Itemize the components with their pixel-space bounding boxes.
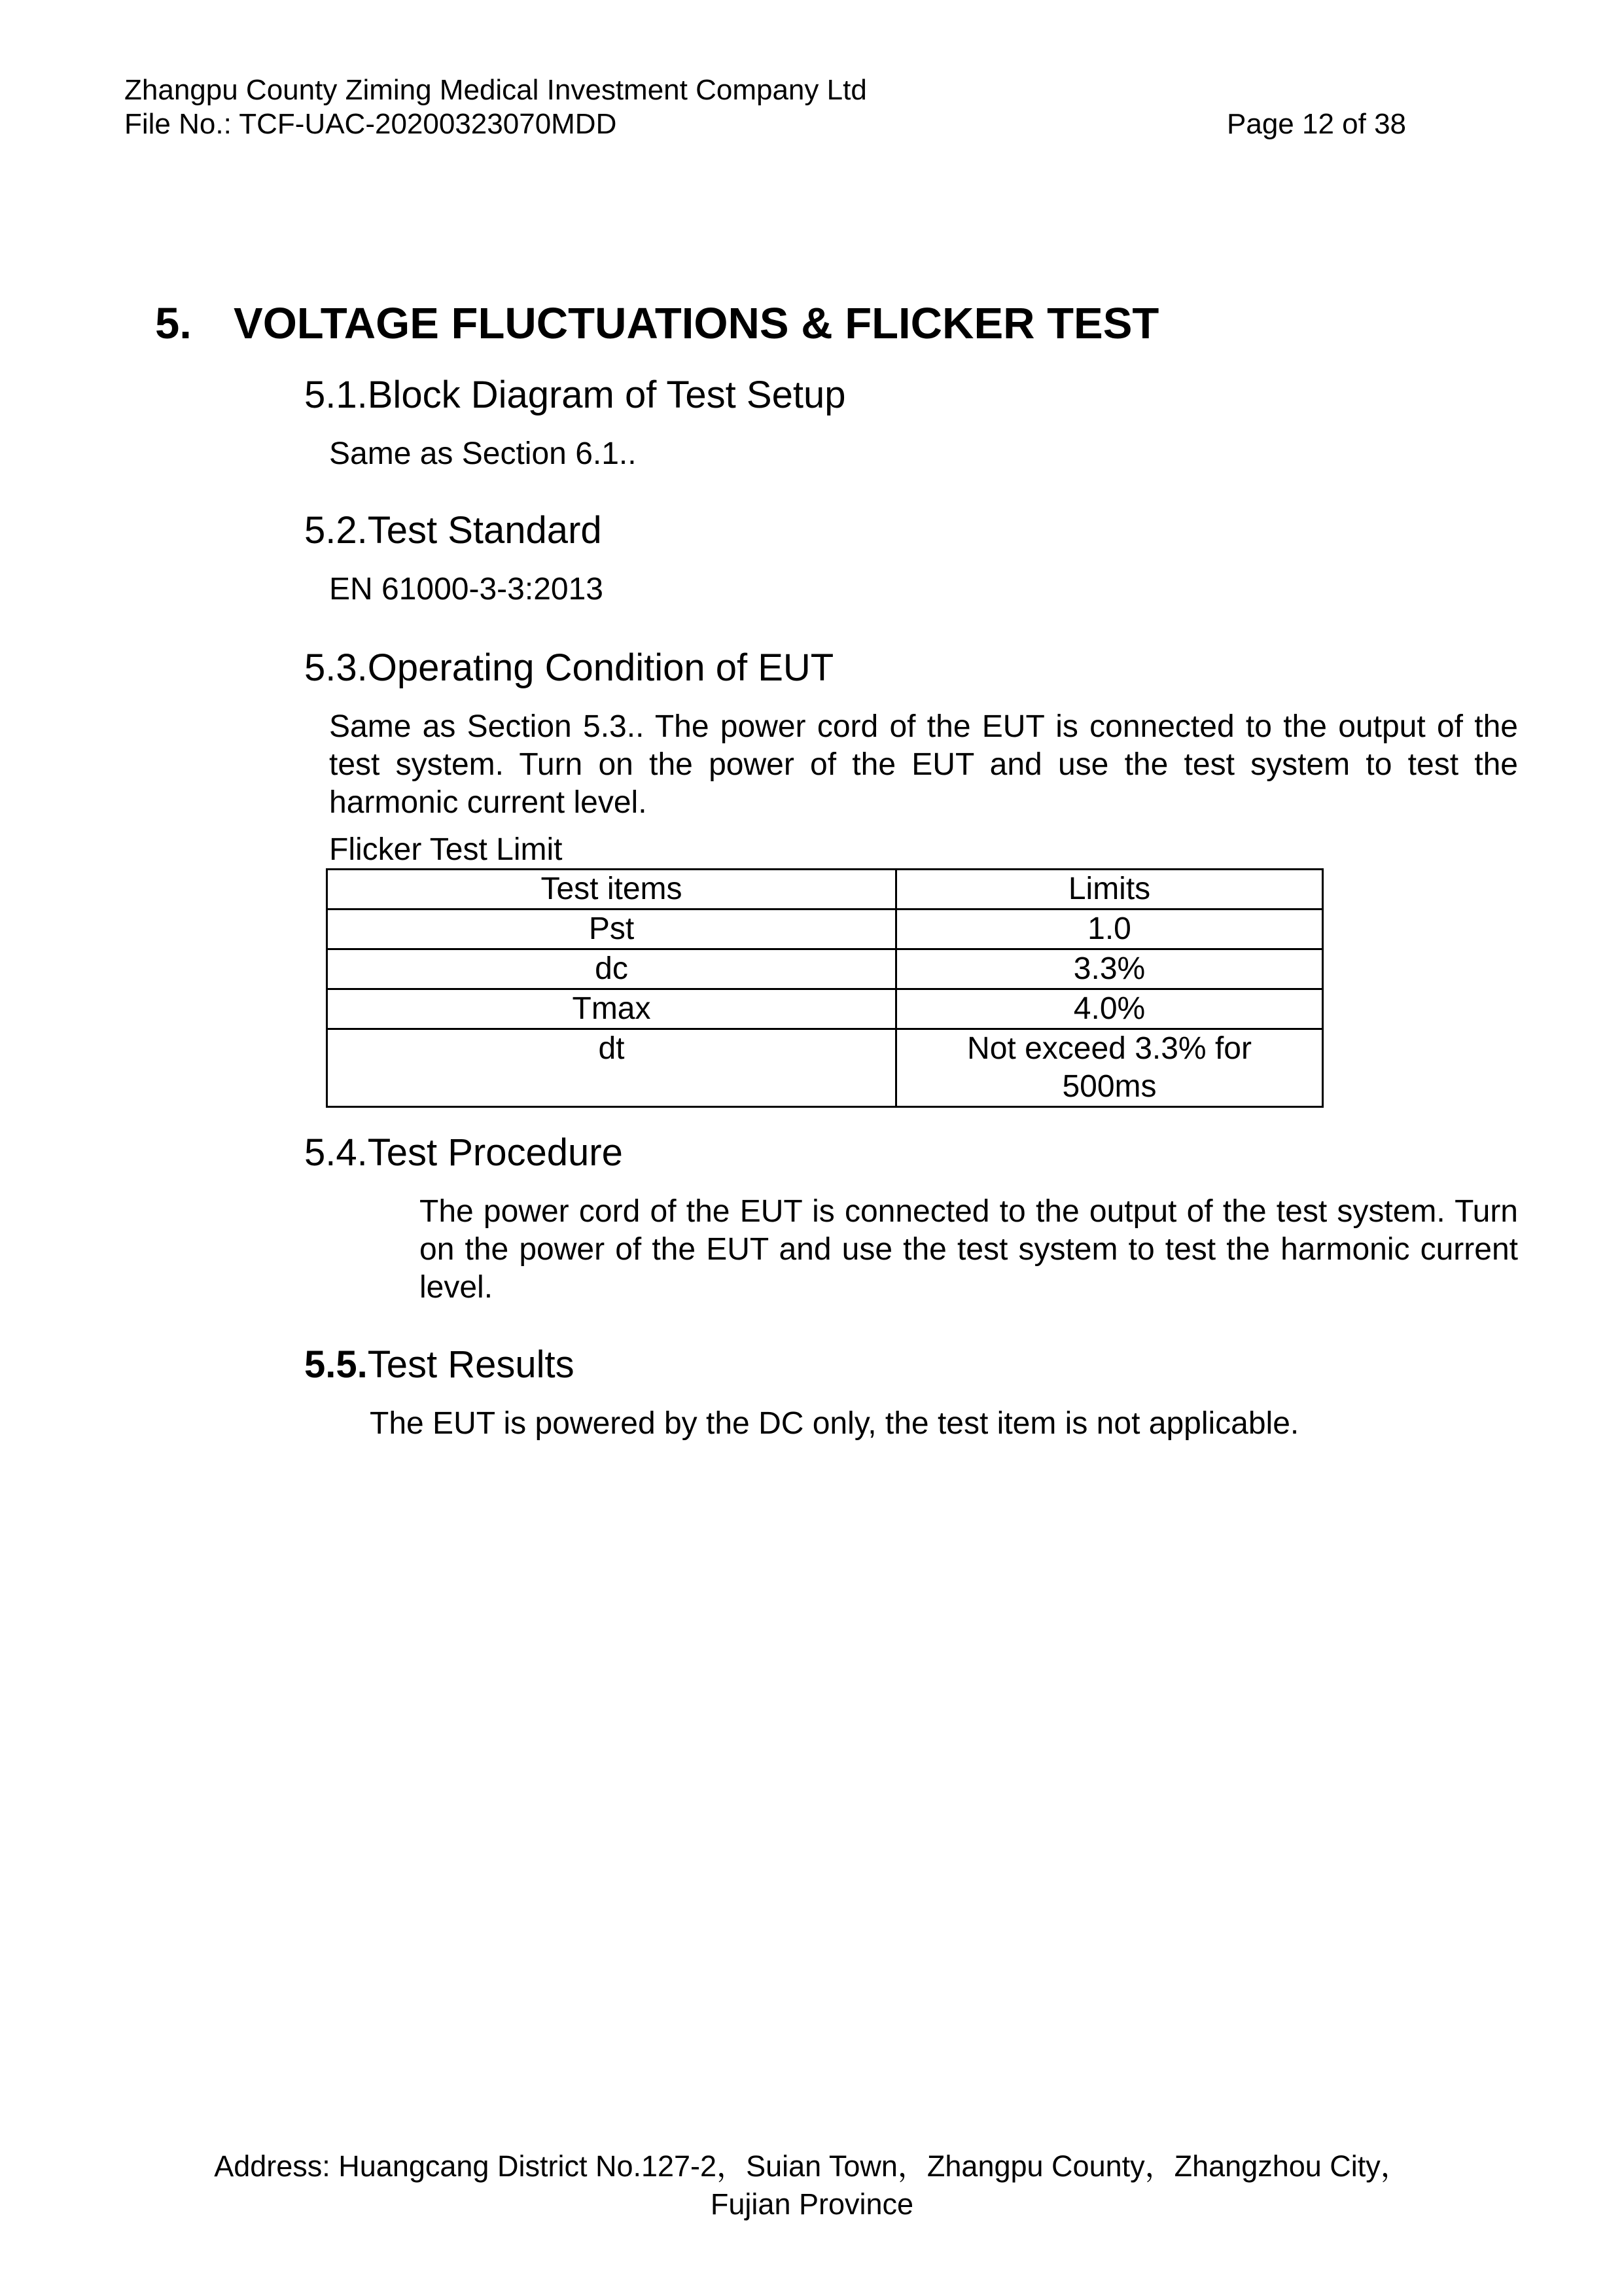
subsection-5-3-paragraph: Same as Section 5.3.. The power cord of the EUT is connected to the output of the test system. Turn on the power of the EUT and use the test system to test the harmonic current level. — [329, 709, 1518, 820]
subsection-number: 5.1. — [304, 374, 368, 416]
flicker-limits-table — [326, 868, 1324, 1108]
subsection-5-1-text: Same as Section 6.1.. — [329, 436, 637, 471]
footer-address-line-1: Address: Huangcang District No.127-2，Suian Town，Zhangpu County，Zhangzhou City， — [214, 2149, 1410, 2183]
section-number: 5. — [155, 299, 192, 348]
subsection-number: 5.2. — [304, 509, 368, 552]
subsection-number: 5.3. — [304, 646, 368, 689]
subsection-number: 5.5. — [304, 1343, 368, 1386]
table-cell: Not exceed 3.3% for 500ms — [896, 1029, 1323, 1107]
subsection-5-2-text: EN 61000-3-3:2013 — [329, 572, 603, 607]
subsection-title: Test Results — [367, 1343, 574, 1386]
table-cell: dt — [327, 1029, 896, 1107]
subsection-5-1-heading — [304, 373, 845, 417]
table-header-cell: Limits — [896, 870, 1323, 910]
table-row — [327, 989, 1323, 1029]
table-cell: Tmax — [327, 989, 896, 1029]
table-cell: 3.3% — [896, 949, 1323, 989]
table-caption: Flicker Test Limit — [329, 832, 563, 867]
table-cell: Pst — [327, 910, 896, 949]
subsection-5-5-heading — [304, 1343, 574, 1387]
table-row — [327, 1029, 1323, 1107]
subsection-title: Test Procedure — [367, 1131, 623, 1174]
footer-address-line-2: Fujian Province — [710, 2187, 914, 2221]
table-cell: 4.0% — [896, 989, 1323, 1029]
subsection-title: Operating Condition of EUT — [367, 646, 834, 689]
subsection-5-2-heading — [304, 508, 602, 553]
subsection-5-3-heading — [304, 646, 834, 690]
table-cell: dc — [327, 949, 896, 989]
subsection-title: Test Standard — [367, 509, 602, 552]
table-header-cell: Test items — [327, 870, 896, 910]
section-title: VOLTAGE FLUCTUATIONS & FLICKER TEST — [234, 299, 1159, 348]
table-row — [327, 949, 1323, 989]
subsection-5-4-paragraph: The power cord of the EUT is connected to the output of the test system. Turn on the power of the EUT and use the test system to test the harmonic current level. — [419, 1194, 1518, 1305]
subsection-5-4-heading — [304, 1131, 623, 1175]
subsection-number: 5.4. — [304, 1131, 368, 1174]
header-file-no: File No.: TCF-UAC-20200323070MDD — [124, 108, 617, 140]
header-company: Zhangpu County Ziming Medical Investment Company Ltd — [124, 74, 867, 106]
header-page-number: Page 12 of 38 — [1227, 108, 1407, 140]
subsection-5-5-text: The EUT is powered by the DC only, the test item is not applicable. — [370, 1406, 1299, 1441]
subsection-title: Block Diagram of Test Setup — [367, 374, 846, 416]
table-header-row — [327, 870, 1323, 910]
table-row — [327, 910, 1323, 949]
table-cell: 1.0 — [896, 910, 1323, 949]
